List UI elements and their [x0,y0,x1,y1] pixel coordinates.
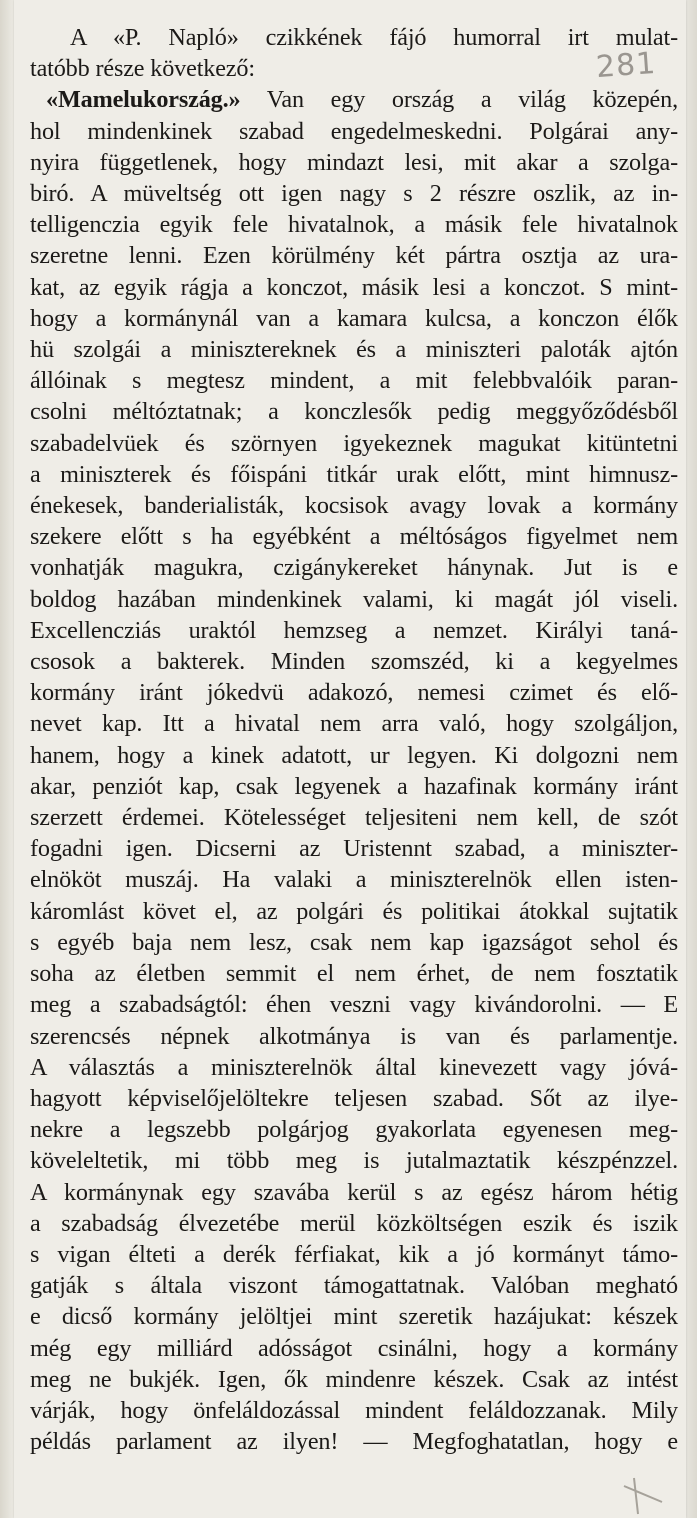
intro-line: tatóbb része következő: [30,55,255,83]
body-line: kat, az egyik rágja a konczot, másik lesi a konczot. S mint- [30,273,678,301]
article-column [30,22,678,1457]
heading-line [30,84,678,115]
body-line: szekere előtt s ha egyébként a méltóságos figyelmet nem [30,523,678,551]
article-heading: «Mamelukország.» [46,86,241,114]
body-line: káromlást követ el, az polgári és politikai átokkal sujtatik [30,897,678,925]
body-line: nekre a legszebb polgárjog gyakorlata egyenesen meg- [30,1116,678,1144]
body-line: hogy a kormánynál van a kamara kulcsa, a konczon élők [30,304,678,332]
body-first-line: Van egy ország a világ közepén, [266,86,678,114]
body-line: kormány iránt jókedvü adakozó, nemesi czimet és elő- [30,679,678,707]
body-line: szerencsés népnek alkotmánya is van és parlamentje. [30,1022,678,1050]
body-line: állóinak s megtesz mindent, a mit felebbvalóik paran- [30,367,678,395]
body-line: e dicső kormány jelöltjei mint szeretik hazájukat: készek [30,1303,678,1331]
body-line: énekesek, banderialisták, kocsisok avagy lovak a kormány [30,492,678,520]
body-line: akar, penziót kap, csak legyenek a hazafinak kormány iránt [30,772,678,800]
body-line: telligenczia egyik fele hivatalnok, a másik fele hivatalnok [30,211,678,239]
body-line: elnököt muszáj. Ha valaki a miniszterelnök ellen isten- [30,866,678,894]
body-line: köveleltetik, mi több meg is jutalmaztatik készpénzzel. [30,1147,678,1175]
body-line: nevet kap. Itt a hivatal nem arra való, hogy szolgáljon, [30,710,678,738]
body-line: szabadelvüek és szörnyen igyekeznek magukat kitüntetni [30,429,678,457]
handwritten-page-number: 281 [594,45,658,86]
body-line: meg a szabadságtól: éhen veszni vagy kivándorolni. — E [30,991,678,1019]
body-line: fogadni igen. Dicserni az Uristennt szabad, a miniszter- [30,835,678,863]
body-line: példás parlament az ilyen! — Megfoghatatlan, hogy e [30,1428,678,1456]
intro-line: A «P. Napló» czikkének fájó humorral irt mulat- [70,24,678,51]
body-line: hü szolgái a minisztereknek és a miniszteri paloták ajtón [30,336,678,364]
body-line: s egyéb baja nem lesz, csak nem kap igazságot sehol és [30,928,678,956]
body-line: még egy milliárd adósságot csinálni, hogy a kormány [30,1334,678,1362]
body-line: boldog hazában mindenkinek valami, ki magát jól viseli. [30,585,678,613]
body-line: vonhatják magukra, czigánykereket hánynak. Jut is e [30,554,678,582]
article-body [30,116,678,1458]
body-line: szerzett érdemei. Kötelességet teljesiteni nem kell, de szót [30,804,678,832]
body-line: hanem, hogy a kinek adatott, ur legyen. Ki dolgozni nem [30,741,678,769]
body-line: gatják s általa viszont támogattatnak. Valóban megható [30,1272,678,1300]
body-line: Excellencziás uraktól hemzseg a nemzet. Királyi taná- [30,616,678,644]
body-line: csosok a bakterek. Minden szomszéd, ki a kegyelmes [30,648,678,676]
pencil-mark [604,1474,674,1518]
body-line: hagyott képviselőjelöltekre teljesen szabad. Sőt az ilye- [30,1084,678,1112]
body-line: csolni méltóztatnak; a konczlesők pedig meggyőződésből [30,398,678,426]
body-line: biró. A müveltség ott igen nagy s 2 részre oszlik, az in- [30,180,678,208]
body-line: a miniszterek és főispáni titkár urak előtt, mint himnusz- [30,460,678,488]
body-line: s vigan élteti a derék férfiakat, kik a jó kormányt támo- [30,1240,678,1268]
body-line: nyira függetlenek, hogy mindazt lesi, mit akar a szolga- [30,148,678,176]
body-line: hol mindenkinek szabad engedelmeskedni. Polgárai any- [30,117,678,145]
body-line: A választás a miniszterelnök által kinevezett vagy jóvá- [30,1053,678,1081]
body-line: szeretne lenni. Ezen körülmény két pártra osztja az ura- [30,242,678,270]
body-line: A kormánynak egy szavába kerül s az egész három hétig [30,1178,678,1206]
body-line: a szabadság élvezetébe merül közköltségen eszik és iszik [30,1209,678,1237]
body-line: meg ne bukjék. Igen, ők mindenre készek. Csak az intést [30,1365,678,1393]
body-line: soha az életben semmit el nem érhet, de nem fosztatik [30,960,678,988]
body-line: várják, hogy önfeláldozással mindent feláldozzanak. Mily [30,1396,678,1424]
